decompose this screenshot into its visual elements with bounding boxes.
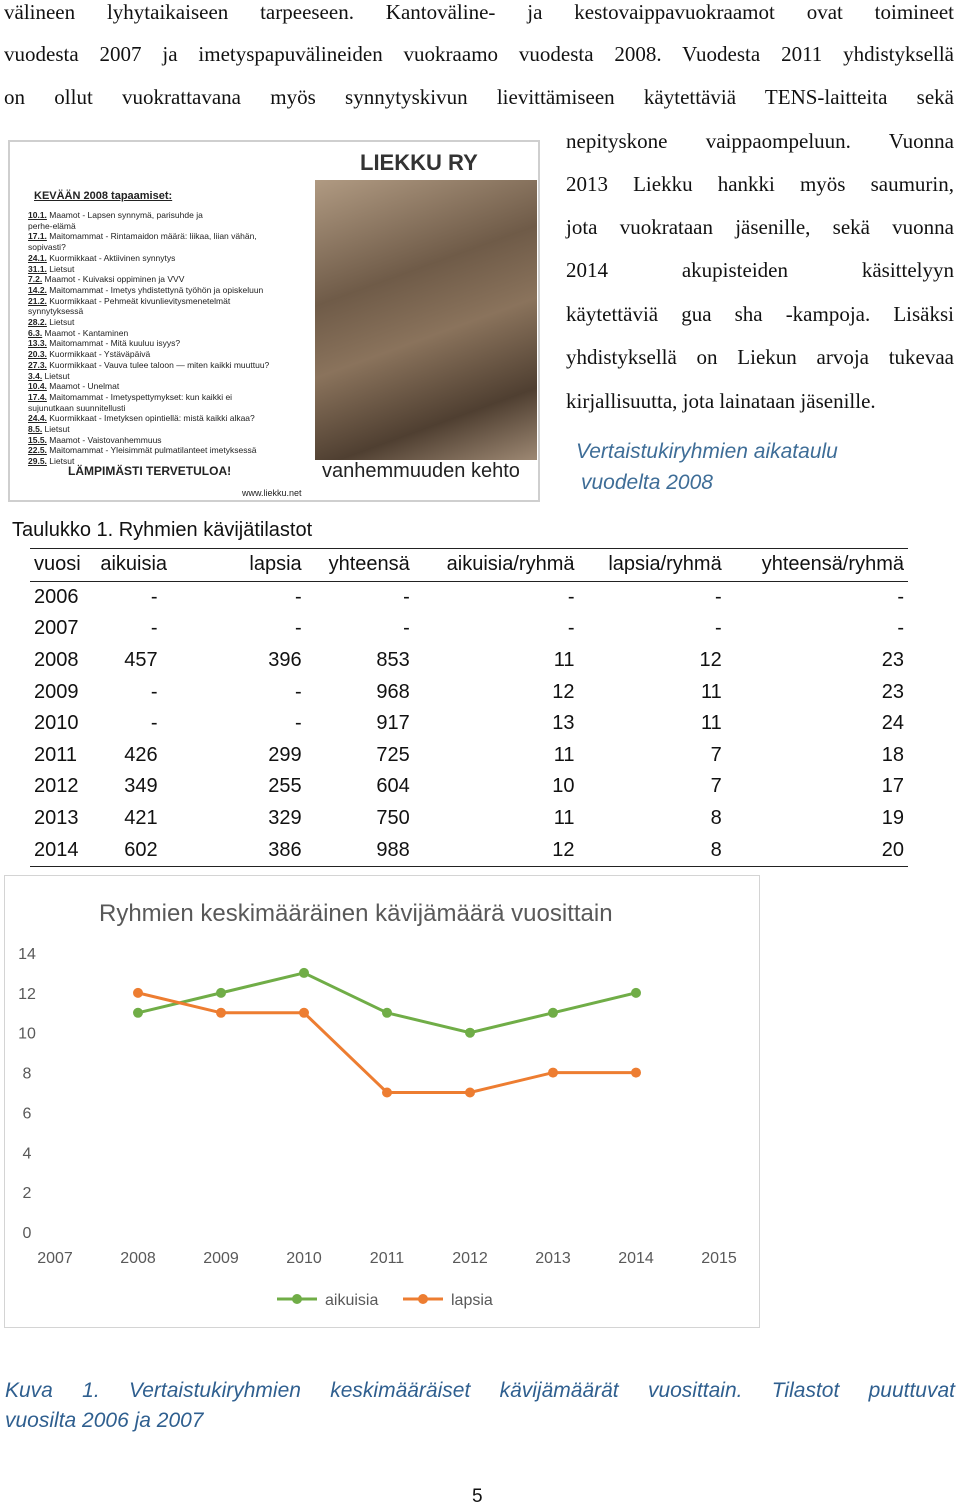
poster-schedule-item [28, 392, 308, 403]
poster-item-date: 27.3. [28, 359, 47, 370]
table-cell: 19 [881, 807, 904, 830]
table-cell: - [567, 585, 575, 608]
table-cell: 2007 [34, 617, 79, 640]
x-tick-label: 2010 [286, 1250, 322, 1267]
poster-item-text: synnytyksessä [28, 306, 84, 317]
image-caption-line: Vertaistukiryhmien aikataulu [576, 440, 838, 463]
line-chart [5, 876, 761, 1329]
figure-caption [5, 1376, 955, 1436]
table-cell: 12 [552, 838, 575, 861]
table-cell: 968 [376, 680, 410, 703]
table-cell: 24 [881, 712, 904, 735]
poster-schedule-item [28, 210, 308, 221]
data-point-lapsia [216, 1008, 226, 1018]
poster-item-date: 24.1. [28, 252, 47, 263]
table-cell: 12 [552, 680, 575, 703]
poster-item-text: Maitomammat - Mitä kuuluu isyys? [46, 338, 181, 349]
poster-item-date: 29.5. [28, 456, 47, 467]
poster-item-date: 8.5. [28, 424, 43, 435]
page-number: 5 [472, 1486, 483, 1507]
poster-url: www.liekku.net [242, 488, 302, 498]
poster-item-text: perhe-elämä [28, 220, 76, 231]
poster-item-date: 28.2. [28, 317, 47, 328]
table-cell: 20 [881, 838, 904, 861]
table-cell: 12 [699, 649, 722, 672]
poster-schedule-item [28, 445, 308, 456]
body-text-line: on ollut vuokrattavana myös synnytyskivun lievittämiseen käytettäviä TENS-laitteita sekä [4, 85, 954, 109]
poster-schedule-item [28, 381, 308, 392]
event-poster-image [8, 140, 540, 502]
poster-schedule-item [28, 435, 308, 446]
table-cell: 725 [376, 743, 410, 766]
table-cell: 13 [552, 712, 575, 735]
x-tick-label: 2007 [37, 1250, 73, 1267]
table-cell: - [295, 712, 302, 735]
table-cell: 2006 [34, 585, 79, 608]
table-cell: 7 [710, 743, 722, 766]
x-tick-label: 2012 [452, 1250, 488, 1267]
table-cell: 988 [376, 838, 410, 861]
table-cell: 23 [881, 649, 904, 672]
table-row [30, 613, 908, 645]
table-cell: 2011 [34, 743, 78, 766]
poster-item-text: Kuormikkaat - Ystäväpäivä [46, 349, 151, 360]
table-cell: 329 [268, 807, 302, 830]
data-point-aikuisia [548, 1008, 558, 1018]
table-cell: - [295, 680, 302, 703]
y-tick-label: 8 [22, 1065, 32, 1083]
column-header: vuosi [34, 553, 81, 576]
poster-item-date: 7.2. [28, 274, 43, 285]
data-point-lapsia [299, 1008, 309, 1018]
table-cell: 2009 [34, 680, 79, 703]
poster-schedule-item [28, 338, 308, 349]
table-cell: - [150, 585, 158, 608]
poster-subtitle: KEVÄÄN 2008 tapaamiset: [34, 190, 173, 202]
y-tick-label: 10 [18, 1025, 36, 1043]
column-header: lapsia [249, 553, 302, 576]
column-header: aikuisia [100, 553, 168, 576]
table-cell: 8 [710, 838, 722, 861]
table-cell: 2010 [34, 712, 79, 735]
data-point-lapsia [465, 1088, 475, 1098]
poster-schedule-item [28, 424, 308, 435]
y-tick-label: 4 [22, 1145, 32, 1163]
poster-item-date: 15.5. [28, 434, 47, 445]
poster-item-text: Lietsut [46, 317, 75, 328]
poster-item-text: Lietsut [42, 424, 70, 435]
poster-schedule-item [28, 296, 308, 307]
poster-item-date: 10.4. [28, 381, 47, 392]
body-text-line: 2014 akupisteiden käsittelyyn [566, 258, 954, 282]
table-cell: 11 [553, 743, 575, 766]
poster-footer: LÄMPIMÄSTI TERVETULOA! [68, 464, 232, 478]
poster-schedule-item [28, 253, 308, 264]
body-text-line: kirjallisuutta, jota lainataan jäsenille. [566, 389, 876, 413]
table-cell: 10 [552, 775, 575, 798]
table-cell: 11 [553, 807, 575, 830]
table-cell: 7 [710, 775, 722, 798]
table-cell: 2014 [34, 838, 79, 861]
poster-item-text: Kuormikkaat - Aktiivinen synnytys [46, 252, 176, 263]
data-point-aikuisia [216, 988, 226, 998]
table-cell: 386 [268, 838, 302, 861]
table-cell: 2013 [34, 807, 79, 830]
y-tick-label: 2 [22, 1185, 32, 1203]
poster-item-date: 14.2. [28, 284, 47, 295]
table-cell: - [567, 617, 575, 640]
x-tick-label: 2015 [701, 1250, 737, 1267]
column-header: yhteensä/ryhmä [761, 553, 904, 576]
table-cell: 8 [710, 807, 722, 830]
table-cell: 255 [268, 775, 302, 798]
table-cell: 421 [124, 807, 158, 830]
table-title: Taulukko 1. Ryhmien kävijätilastot [12, 519, 313, 541]
table-header-row [30, 549, 908, 582]
child-with-flowers-photo [315, 180, 537, 460]
table-cell: - [403, 585, 410, 608]
data-point-aikuisia [299, 968, 309, 978]
poster-item-text: sopivasti? [28, 242, 66, 253]
table-cell: 853 [376, 649, 410, 672]
x-tick-label: 2009 [203, 1250, 239, 1267]
y-tick-label: 14 [18, 946, 36, 963]
table-cell: 602 [124, 838, 158, 861]
poster-schedule-item [28, 328, 308, 339]
table-cell: - [897, 617, 904, 640]
visitor-stats-table [30, 548, 908, 867]
table-cell: 396 [268, 649, 302, 672]
table-cell: - [715, 617, 722, 640]
table-cell: - [897, 585, 904, 608]
poster-item-date: 3.4. [28, 370, 43, 381]
table-cell: 457 [124, 649, 158, 672]
table-cell: 2008 [34, 649, 79, 672]
body-text-line: vuodesta 2007 ja imetyspapuvälineiden vuokraamo vuodesta 2008. Vuodesta 2011 yhdistyksellä [4, 42, 954, 66]
poster-schedule-item [28, 317, 308, 328]
image-caption-line: vuodelta 2008 [581, 471, 713, 494]
poster-item-text: Maamot - Lapsen synnymä, parisuhde ja [46, 210, 203, 220]
body-text-line: nepityskone vaippaompeluun. Vuonna [566, 129, 954, 153]
legend-label: lapsia [451, 1292, 493, 1309]
table-cell: - [295, 617, 302, 640]
legend-marker-lapsia [418, 1294, 428, 1304]
poster-schedule-item [28, 403, 308, 414]
table-cell: 17 [881, 775, 904, 798]
table-cell: - [150, 680, 158, 703]
poster-item-date: 17.4. [28, 391, 47, 402]
data-point-lapsia [548, 1068, 558, 1078]
poster-item-date: 24.4. [28, 413, 47, 424]
poster-schedule-item [28, 242, 308, 253]
column-header: aikuisia/ryhmä [446, 553, 575, 576]
table-cell: 426 [124, 743, 158, 766]
line-chart-container [4, 875, 760, 1328]
table-cell: 2012 [34, 775, 79, 798]
body-text-line: yhdistyksellä on Liekun arvoja tukevaa [566, 345, 954, 369]
table-cell: - [403, 617, 410, 640]
table-cell: 299 [268, 743, 302, 766]
data-point-lapsia [631, 1068, 641, 1078]
table-row [30, 645, 908, 677]
table-cell: 23 [881, 680, 904, 703]
table-cell: 917 [376, 712, 410, 735]
poster-schedule-item [28, 274, 308, 285]
poster-item-text: Maitomammat - Rintamaidon määrä: liikaa, liian vähän, [46, 231, 257, 242]
table-row [30, 771, 908, 803]
poster-item-text: Maamot - Unelmat [46, 381, 120, 392]
table-cell: 604 [376, 775, 410, 798]
column-header: lapsia/ryhmä [608, 553, 722, 576]
poster-schedule-item [28, 371, 308, 382]
poster-schedule-item [28, 349, 308, 360]
table-cell: 750 [376, 807, 410, 830]
poster-item-text: Lietsut [42, 370, 70, 381]
figure-caption-line: vuosilta 2006 ja 2007 [5, 1409, 204, 1432]
body-text-line: 2013 Liekku hankki myös saumurin, [566, 172, 954, 196]
table-cell: 18 [881, 743, 904, 766]
poster-schedule-item [28, 360, 308, 371]
poster-schedule-item [28, 413, 308, 424]
poster-item-date: 13.3. [28, 338, 47, 349]
table-row [30, 740, 908, 772]
legend-label: aikuisia [325, 1292, 379, 1309]
data-point-aikuisia [631, 988, 641, 998]
poster-schedule-item [28, 221, 308, 232]
y-tick-label: 0 [22, 1225, 32, 1242]
body-text-line: käytettäviä gua sha -kampoja. Lisäksi [566, 302, 954, 326]
table-cell: - [295, 585, 302, 608]
poster-brand: vanhemmuuden kehto [322, 460, 520, 482]
data-point-aikuisia [133, 1008, 143, 1018]
body-text-line: jota vuokrataan jäsenille, sekä vuonna [566, 215, 954, 239]
poster-item-date: 21.2. [28, 295, 47, 306]
data-point-aikuisia [382, 1008, 392, 1018]
y-tick-label: 6 [22, 1105, 32, 1123]
body-text-line: välineen lyhytaikaiseen tarpeeseen. Kantoväline- ja kestovaippavuokraamot ovat toimineet [4, 0, 954, 24]
poster-item-text: sujunutkaan suunnitellusti [28, 402, 126, 413]
table-cell: 11 [700, 712, 722, 735]
data-point-lapsia [382, 1088, 392, 1098]
chart-title: Ryhmien keskimääräinen kävijämäärä vuosittain [99, 900, 613, 927]
table-cell: 11 [700, 680, 722, 703]
poster-item-text: Maamot - Vaistovanhemmuus [46, 434, 162, 445]
poster-schedule-item [28, 306, 308, 317]
table-cell: - [150, 617, 158, 640]
table-cell: - [150, 712, 158, 735]
poster-schedule-item [28, 264, 308, 275]
table-cell: 349 [124, 775, 158, 798]
poster-item-text: Maamot - Kuivaksi oppiminen ja VVV [42, 274, 185, 285]
figure-caption-line: Kuva 1. Vertaistukiryhmien keskimääräiset kävijämäärät vuosittain. Tilastot puuttuvat [5, 1379, 955, 1402]
x-tick-label: 2014 [618, 1250, 654, 1267]
poster-item-text: Maitomammat - Yleisimmät pulmatilanteet imetyksessä [46, 445, 257, 456]
poster-item-date: 10.1. [28, 210, 47, 220]
poster-item-text: Kuormikkaat - Vauva tulee taloon — miten kaikki muuttuu? [46, 359, 270, 370]
series-line-aikuisia [138, 973, 636, 1033]
x-tick-label: 2008 [120, 1250, 156, 1267]
table-cell: 11 [553, 649, 575, 672]
poster-item-text: Kuormikkaat - Imetyksen opintiellä: mistä kaikki alkaa? [46, 413, 255, 424]
table-row [30, 581, 908, 613]
column-header: yhteensä [328, 553, 410, 576]
poster-title: LIEKKU RY [360, 150, 478, 175]
poster-item-text: Lietsut [46, 263, 75, 274]
data-point-lapsia [133, 988, 143, 998]
poster-item-text: Kuormikkaat - Pehmeät kivunlievitysmenetelmät [46, 295, 231, 306]
table-row [30, 803, 908, 835]
x-tick-label: 2011 [369, 1250, 405, 1267]
poster-item-date: 31.1. [28, 263, 47, 274]
table-row [30, 676, 908, 708]
legend-marker-aikuisia [292, 1294, 302, 1304]
poster-item-date: 6.3. [28, 327, 43, 338]
table-cell: - [715, 585, 722, 608]
poster-schedule-list [28, 210, 308, 467]
poster-schedule-item [28, 285, 308, 296]
y-tick-label: 12 [18, 985, 36, 1003]
data-point-aikuisia [465, 1028, 475, 1038]
poster-item-text: Maamot - Kantaminen [42, 327, 129, 338]
table-row [30, 834, 908, 866]
poster-item-text: Lietsut [46, 456, 75, 467]
poster-item-text: Maitomammat - Imetyspettymykset: kun kaikki ei [46, 391, 233, 402]
poster-item-date: 22.5. [28, 445, 47, 456]
poster-item-date: 20.3. [28, 349, 47, 360]
poster-item-text: Maitomammat - Imetys yhdistettynä työhön ja opiskeluun [46, 284, 264, 295]
table-row [30, 708, 908, 740]
poster-schedule-item [28, 231, 308, 242]
x-tick-label: 2013 [535, 1250, 571, 1267]
poster-item-date: 17.1. [28, 231, 47, 242]
